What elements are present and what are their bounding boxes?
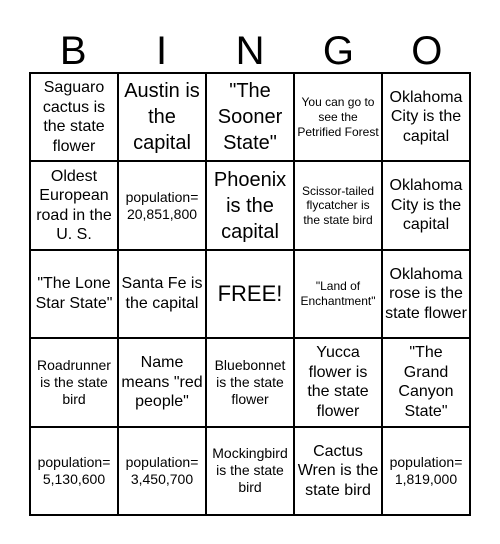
bingo-cell[interactable]: Saguaro cactus is the state flower [30,73,118,161]
bingo-cell[interactable]: Oldest European road in the U. S. [30,161,118,249]
bingo-cell[interactable]: Yucca flower is the state flower [294,338,382,426]
bingo-cell[interactable]: Oklahoma City is the capital [382,161,470,249]
bingo-cell[interactable]: "Land of Enchantment" [294,250,382,338]
bingo-card [29,72,471,516]
header-letter-o: O [411,29,443,73]
bingo-cell[interactable]: population= 5,130,600 [30,427,118,515]
bingo-cell[interactable]: Scissor-tailed flycatcher is the state bird [294,161,382,249]
bingo-cell[interactable]: Cactus Wren is the state bird [294,427,382,515]
bingo-cell[interactable]: population= 3,450,700 [118,427,206,515]
free-space[interactable]: FREE! [206,250,294,338]
header-letter-i: I [156,29,168,73]
bingo-cell[interactable]: Roadrunner is the state bird [30,338,118,426]
header-letter-g: G [322,29,354,73]
bingo-cell[interactable]: Oklahoma rose is the state flower [382,250,470,338]
bingo-cell[interactable]: "The Lone Star State" [30,250,118,338]
bingo-cell[interactable]: Mockingbird is the state bird [206,427,294,515]
bingo-cell[interactable]: You can go to see the Petrified Forest [294,73,382,161]
bingo-header [29,30,471,72]
bingo-cell[interactable]: Austin is the capital [118,73,206,161]
bingo-cell[interactable]: "The Sooner State" [206,73,294,161]
bingo-cell[interactable]: population= 1,819,000 [382,427,470,515]
header-letter-b: B [59,29,87,73]
bingo-cell[interactable]: Santa Fe is the capital [118,250,206,338]
bingo-cell[interactable]: Name means "red people" [118,338,206,426]
bingo-cell[interactable]: "The Grand Canyon State" [382,338,470,426]
bingo-cell[interactable]: Bluebonnet is the state flower [206,338,294,426]
header-letter-n: N [235,29,265,73]
bingo-cell[interactable]: population= 20,851,800 [118,161,206,249]
bingo-cell[interactable]: Phoenix is the capital [206,161,294,249]
bingo-cell[interactable]: Oklahoma City is the capital [382,73,470,161]
